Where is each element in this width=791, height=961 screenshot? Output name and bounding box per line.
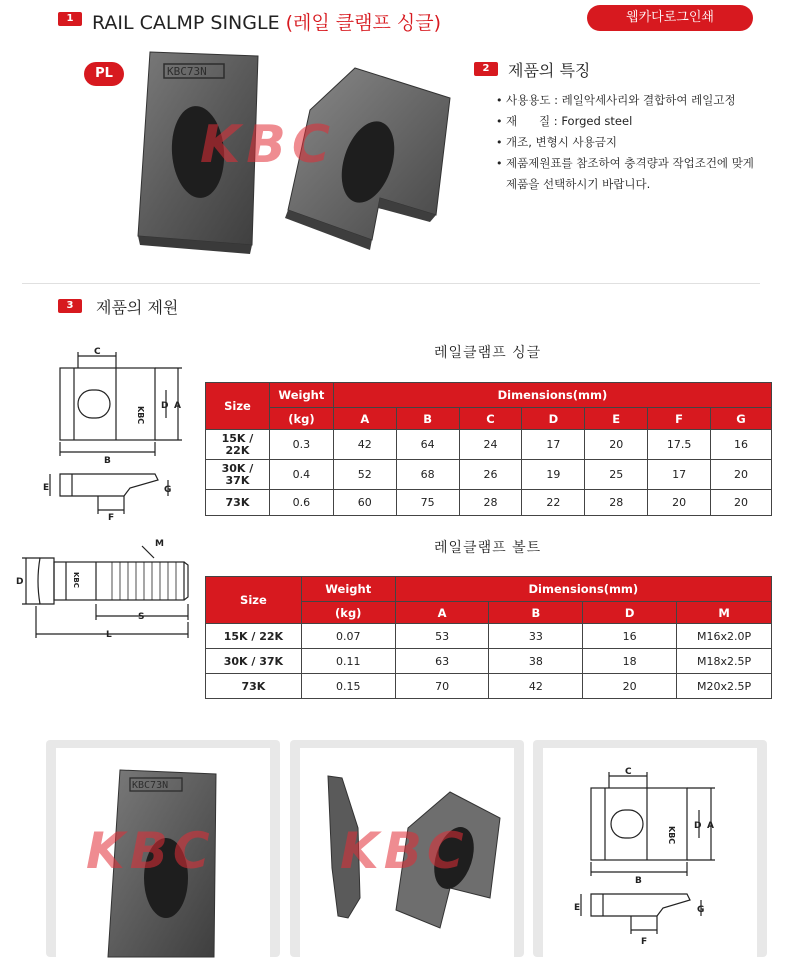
clamp-dimension-diagram [40,346,190,523]
cell-weight: 0.15 [301,674,395,699]
col-header-size: Size [206,383,270,430]
cell-dim: 19 [522,460,585,490]
cell-dim: 42 [333,430,396,460]
single-table-title: 레일클램프 싱글 [434,345,542,361]
cell-weight: 0.6 [269,490,333,516]
feature-item: • 재 질 : Forged steel [496,111,786,132]
web-catalog-print-button[interactable]: 웹카다로그인쇄 [587,5,753,31]
cell-weight: 0.11 [301,649,395,674]
table-row [206,624,772,649]
table-row [206,460,772,490]
col-header-weight: Weight [269,383,333,408]
cell-weight: 0.07 [301,624,395,649]
dim-label: F [108,513,115,523]
col-header-dim: F [648,408,711,430]
features-list [496,90,786,195]
cell-dim: 38 [489,649,583,674]
cell-size: 15K / 22K [206,430,270,460]
dim-label: B [635,876,642,886]
col-header-dim: B [489,602,583,624]
cell-dim: 17 [522,430,585,460]
cell-dim: 16 [711,430,772,460]
gallery-photo-side [300,748,514,957]
diagram-kbc-text: KBC [667,826,676,845]
col-header-dimensions: Dimensions(mm) [333,383,771,408]
col-header-dim: D [583,602,677,624]
cell-dim: 33 [489,624,583,649]
cell-dim: 20 [648,490,711,516]
cell-dim: 53 [395,624,489,649]
section-badge-3: 3 [58,299,82,313]
feature-item: • 개조, 변형시 사용금지 [496,132,786,153]
col-header-dim: E [585,408,648,430]
gallery-watermark: KBC [340,822,469,880]
cell-dim: 28 [459,490,522,516]
section-badge-2: 2 [474,62,498,76]
gallery-item-front[interactable] [46,740,280,957]
single-spec-table [205,382,772,516]
title-en: RAIL CALMP SINGLE [92,12,280,34]
bolt-spec-table [205,576,772,699]
diagram-kbc-text: KBC [136,406,145,425]
cell-dim: 42 [489,674,583,699]
dim-label: S [138,612,145,622]
dim-label: C [625,767,632,777]
cell-dim: 22 [522,490,585,516]
cell-dim: M20x2.5P [677,674,772,699]
cell-dim: 68 [396,460,459,490]
cell-dim: 26 [459,460,522,490]
cell-dim: 18 [583,649,677,674]
gallery-stamp: KBC73N [132,780,169,791]
cell-dim: 20 [711,490,772,516]
dim-label: A [174,401,181,411]
dim-label: L [106,630,112,640]
dim-label: D [161,401,169,411]
cell-dim: 60 [333,490,396,516]
col-header-dim: A [395,602,489,624]
dimensions-title: 제품의 제원 [96,298,179,317]
features-title: 제품의 특징 [508,61,591,80]
col-header-dim: A [333,408,396,430]
gallery-item-side[interactable] [290,740,524,957]
cell-dim: 25 [585,460,648,490]
cell-dim: 70 [395,674,489,699]
cell-dim: 16 [583,624,677,649]
cell-dim: 17.5 [648,430,711,460]
col-header-dim: B [396,408,459,430]
page-title [92,8,441,35]
cell-size: 30K / 37K [206,460,270,490]
gallery-item-diagram[interactable] [533,740,767,957]
cell-dim: 20 [585,430,648,460]
dim-label: E [43,483,50,493]
table-row [206,490,772,516]
table-row [206,649,772,674]
col-header-dimensions: Dimensions(mm) [395,577,771,602]
gallery-photo-front [56,748,270,957]
feature-item-continued: 제품을 선택하시기 바랍니다. [506,177,651,191]
col-header-size: Size [206,577,302,624]
col-header-weight-unit: (kg) [269,408,333,430]
cell-weight: 0.3 [269,430,333,460]
feature-item: • 제품제원표를 참조하여 충격량과 작업조건에 맞게 [496,153,786,174]
cell-size: 15K / 22K [206,624,302,649]
col-header-dim: D [522,408,585,430]
diagram-kbc-text: KBC [72,572,80,588]
col-header-dim: M [677,602,772,624]
cell-dim: M16x2.0P [677,624,772,649]
feature-item: • 사용용도 : 레일악세사리와 결합하여 레일고정 [496,90,786,111]
bolt-dimension-diagram [12,534,197,644]
col-header-weight: Weight [301,577,395,602]
photo-stamp: KBC73N [167,65,207,78]
dim-label: F [641,937,648,947]
cell-dim: 63 [395,649,489,674]
col-header-dim: G [711,408,772,430]
gallery-diagram [543,748,757,957]
cell-dim: M18x2.5P [677,649,772,674]
cell-weight: 0.4 [269,460,333,490]
dim-label: B [104,456,111,466]
title-ko: (레일 클램프 싱글) [285,12,442,34]
table-row [206,674,772,699]
cell-dim: 28 [585,490,648,516]
bolt-table-title: 레일클램프 볼트 [434,540,542,556]
cell-dim: 52 [333,460,396,490]
kbc-watermark: KBC [200,115,337,175]
cell-size: 73K [206,490,270,516]
col-header-dim: C [459,408,522,430]
dim-label: D [16,577,24,587]
cell-dim: 20 [711,460,772,490]
clamp-photo-illustration [80,40,460,280]
cell-dim: 20 [583,674,677,699]
cell-size: 73K [206,674,302,699]
gallery-watermark: KBC [86,822,215,880]
col-header-weight-unit: (kg) [301,602,395,624]
dim-label: A [707,821,714,831]
dim-label: M [155,539,164,549]
section-badge-1: 1 [58,12,82,26]
cell-dim: 64 [396,430,459,460]
dim-label: G [697,905,705,915]
cell-size: 30K / 37K [206,649,302,674]
pl-badge: PL [84,62,124,86]
cell-dim: 75 [396,490,459,516]
section-divider [22,283,760,284]
cell-dim: 17 [648,460,711,490]
table-row [206,430,772,460]
cell-dim: 24 [459,430,522,460]
product-photo [80,40,460,280]
dim-label: G [164,485,172,495]
dim-label: D [694,821,702,831]
dim-label: E [574,903,581,913]
dim-label: C [94,347,101,357]
